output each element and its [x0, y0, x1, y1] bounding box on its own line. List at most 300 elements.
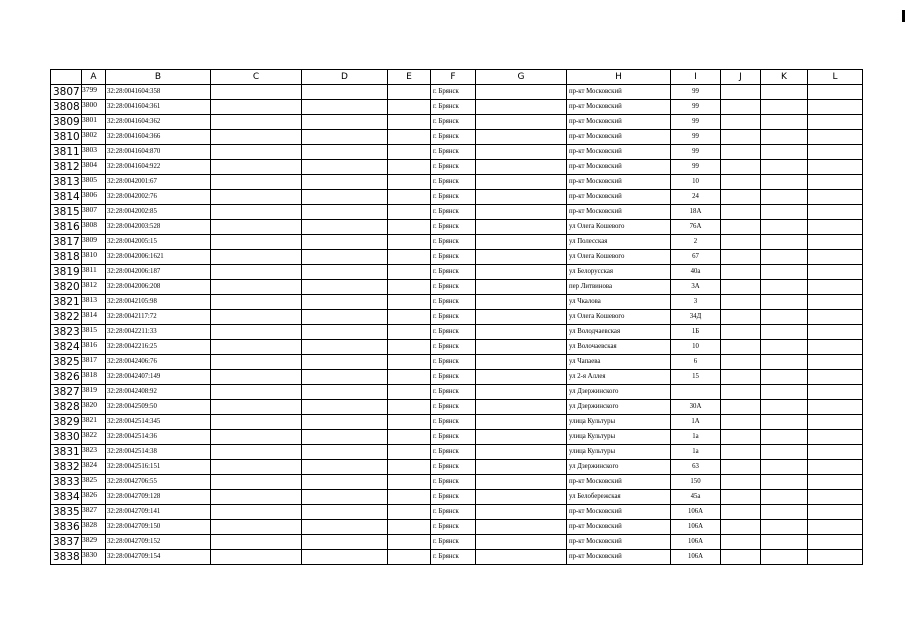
cell-d[interactable]: [302, 205, 388, 220]
cell-i[interactable]: 24: [671, 190, 721, 205]
cell-h[interactable]: ул Дзержинского: [567, 400, 671, 415]
cell-a[interactable]: 3829: [82, 535, 106, 550]
cell-h[interactable]: пр-кт Московский: [567, 130, 671, 145]
cell-f[interactable]: г. Брянск: [431, 520, 476, 535]
cell-k[interactable]: [761, 475, 808, 490]
cell-g[interactable]: [476, 130, 567, 145]
cell-a[interactable]: 3823: [82, 445, 106, 460]
cell-d[interactable]: [302, 115, 388, 130]
cell-i[interactable]: 99: [671, 160, 721, 175]
cell-b[interactable]: 32:28:0042516:151: [106, 460, 211, 475]
row-number[interactable]: 3819: [51, 265, 82, 280]
cell-g[interactable]: [476, 325, 567, 340]
cell-j[interactable]: [721, 535, 761, 550]
cell-i[interactable]: 150: [671, 475, 721, 490]
cell-c[interactable]: [211, 550, 302, 565]
cell-f[interactable]: г. Брянск: [431, 190, 476, 205]
cell-d[interactable]: [302, 385, 388, 400]
cell-e[interactable]: [388, 145, 431, 160]
cell-j[interactable]: [721, 100, 761, 115]
cell-j[interactable]: [721, 310, 761, 325]
cell-i[interactable]: 10: [671, 175, 721, 190]
cell-a[interactable]: 3814: [82, 310, 106, 325]
cell-g[interactable]: [476, 475, 567, 490]
cell-i[interactable]: 1А: [671, 415, 721, 430]
cell-k[interactable]: [761, 220, 808, 235]
row-number[interactable]: 3832: [51, 460, 82, 475]
cell-a[interactable]: 3800: [82, 100, 106, 115]
cell-f[interactable]: г. Брянск: [431, 385, 476, 400]
cell-l[interactable]: [808, 100, 863, 115]
cell-k[interactable]: [761, 535, 808, 550]
row-number[interactable]: 3836: [51, 520, 82, 535]
cell-l[interactable]: [808, 490, 863, 505]
cell-a[interactable]: 3813: [82, 295, 106, 310]
cell-i[interactable]: 106А: [671, 520, 721, 535]
cell-g[interactable]: [476, 265, 567, 280]
cell-a[interactable]: 3826: [82, 490, 106, 505]
cell-k[interactable]: [761, 145, 808, 160]
cell-i[interactable]: 99: [671, 100, 721, 115]
cell-k[interactable]: [761, 445, 808, 460]
cell-l[interactable]: [808, 205, 863, 220]
cell-l[interactable]: [808, 505, 863, 520]
cell-l[interactable]: [808, 355, 863, 370]
cell-j[interactable]: [721, 160, 761, 175]
cell-e[interactable]: [388, 505, 431, 520]
cell-a[interactable]: 3824: [82, 460, 106, 475]
cell-j[interactable]: [721, 445, 761, 460]
cell-f[interactable]: г. Брянск: [431, 445, 476, 460]
row-number[interactable]: 3825: [51, 355, 82, 370]
cell-c[interactable]: [211, 490, 302, 505]
row-number[interactable]: 3835: [51, 505, 82, 520]
cell-e[interactable]: [388, 205, 431, 220]
row-number[interactable]: 3808: [51, 100, 82, 115]
cell-h[interactable]: улица Культуры: [567, 415, 671, 430]
cell-k[interactable]: [761, 385, 808, 400]
cell-i[interactable]: 1Б: [671, 325, 721, 340]
cell-j[interactable]: [721, 490, 761, 505]
cell-l[interactable]: [808, 175, 863, 190]
cell-f[interactable]: г. Брянск: [431, 505, 476, 520]
cell-h[interactable]: ул Волочаевская: [567, 340, 671, 355]
cell-j[interactable]: [721, 85, 761, 100]
cell-d[interactable]: [302, 415, 388, 430]
cell-b[interactable]: 32:28:0042706:55: [106, 475, 211, 490]
cell-c[interactable]: [211, 520, 302, 535]
cell-b[interactable]: 32:28:0042006:187: [106, 265, 211, 280]
cell-f[interactable]: г. Брянск: [431, 400, 476, 415]
cell-c[interactable]: [211, 115, 302, 130]
cell-h[interactable]: ул Олега Кошевого: [567, 250, 671, 265]
cell-b[interactable]: 32:28:0042211:33: [106, 325, 211, 340]
cell-l[interactable]: [808, 430, 863, 445]
cell-c[interactable]: [211, 235, 302, 250]
row-number[interactable]: 3817: [51, 235, 82, 250]
cell-i[interactable]: 18А: [671, 205, 721, 220]
cell-g[interactable]: [476, 385, 567, 400]
cell-i[interactable]: 99: [671, 130, 721, 145]
cell-a[interactable]: 3804: [82, 160, 106, 175]
row-number[interactable]: 3820: [51, 280, 82, 295]
cell-c[interactable]: [211, 445, 302, 460]
cell-g[interactable]: [476, 280, 567, 295]
cell-i[interactable]: 3А: [671, 280, 721, 295]
cell-a[interactable]: 3806: [82, 190, 106, 205]
cell-f[interactable]: г. Брянск: [431, 205, 476, 220]
cell-j[interactable]: [721, 190, 761, 205]
cell-c[interactable]: [211, 430, 302, 445]
cell-l[interactable]: [808, 520, 863, 535]
cell-e[interactable]: [388, 100, 431, 115]
cell-c[interactable]: [211, 175, 302, 190]
row-number[interactable]: 3818: [51, 250, 82, 265]
cell-d[interactable]: [302, 295, 388, 310]
cell-k[interactable]: [761, 340, 808, 355]
cell-b[interactable]: 32:28:0042509:50: [106, 400, 211, 415]
cell-e[interactable]: [388, 535, 431, 550]
cell-h[interactable]: улица Культуры: [567, 430, 671, 445]
cell-c[interactable]: [211, 325, 302, 340]
cell-g[interactable]: [476, 235, 567, 250]
cell-a[interactable]: 3807: [82, 205, 106, 220]
cell-c[interactable]: [211, 535, 302, 550]
cell-c[interactable]: [211, 475, 302, 490]
cell-l[interactable]: [808, 265, 863, 280]
cell-l[interactable]: [808, 340, 863, 355]
cell-g[interactable]: [476, 505, 567, 520]
cell-g[interactable]: [476, 295, 567, 310]
cell-e[interactable]: [388, 235, 431, 250]
cell-l[interactable]: [808, 220, 863, 235]
cell-h[interactable]: ул Чкалова: [567, 295, 671, 310]
corner-header[interactable]: [51, 70, 82, 85]
column-header-d[interactable]: D: [302, 70, 388, 85]
cell-c[interactable]: [211, 205, 302, 220]
cell-k[interactable]: [761, 430, 808, 445]
cell-f[interactable]: г. Брянск: [431, 490, 476, 505]
cell-k[interactable]: [761, 310, 808, 325]
cell-f[interactable]: г. Брянск: [431, 175, 476, 190]
cell-d[interactable]: [302, 85, 388, 100]
cell-k[interactable]: [761, 505, 808, 520]
cell-e[interactable]: [388, 220, 431, 235]
cell-j[interactable]: [721, 175, 761, 190]
cell-l[interactable]: [808, 295, 863, 310]
cell-i[interactable]: 106А: [671, 505, 721, 520]
row-number[interactable]: 3821: [51, 295, 82, 310]
cell-k[interactable]: [761, 235, 808, 250]
cell-j[interactable]: [721, 250, 761, 265]
cell-i[interactable]: 2: [671, 235, 721, 250]
cell-d[interactable]: [302, 430, 388, 445]
cell-e[interactable]: [388, 550, 431, 565]
cell-g[interactable]: [476, 190, 567, 205]
cell-e[interactable]: [388, 85, 431, 100]
column-header-f[interactable]: F: [431, 70, 476, 85]
cell-k[interactable]: [761, 85, 808, 100]
cell-e[interactable]: [388, 370, 431, 385]
cell-a[interactable]: 3809: [82, 235, 106, 250]
column-header-a[interactable]: A: [82, 70, 106, 85]
cell-b[interactable]: 32:28:0042709:150: [106, 520, 211, 535]
cell-j[interactable]: [721, 295, 761, 310]
cell-a[interactable]: 3818: [82, 370, 106, 385]
cell-d[interactable]: [302, 100, 388, 115]
row-number[interactable]: 3829: [51, 415, 82, 430]
cell-b[interactable]: 32:28:0042709:152: [106, 535, 211, 550]
cell-c[interactable]: [211, 265, 302, 280]
cell-c[interactable]: [211, 340, 302, 355]
cell-i[interactable]: 45а: [671, 490, 721, 505]
row-number[interactable]: 3810: [51, 130, 82, 145]
column-header-j[interactable]: J: [721, 70, 761, 85]
cell-d[interactable]: [302, 145, 388, 160]
cell-d[interactable]: [302, 235, 388, 250]
cell-k[interactable]: [761, 205, 808, 220]
cell-h[interactable]: пр-кт Московский: [567, 100, 671, 115]
cell-f[interactable]: г. Брянск: [431, 340, 476, 355]
cell-e[interactable]: [388, 280, 431, 295]
cell-e[interactable]: [388, 130, 431, 145]
cell-j[interactable]: [721, 235, 761, 250]
cell-f[interactable]: г. Брянск: [431, 100, 476, 115]
column-header-h[interactable]: H: [567, 70, 671, 85]
cell-e[interactable]: [388, 430, 431, 445]
cell-d[interactable]: [302, 550, 388, 565]
cell-g[interactable]: [476, 490, 567, 505]
cell-a[interactable]: 3816: [82, 340, 106, 355]
cell-l[interactable]: [808, 325, 863, 340]
cell-e[interactable]: [388, 295, 431, 310]
cell-h[interactable]: пр-кт Московский: [567, 475, 671, 490]
cell-b[interactable]: 32:28:0042005:15: [106, 235, 211, 250]
cell-d[interactable]: [302, 160, 388, 175]
cell-i[interactable]: 106А: [671, 535, 721, 550]
cell-c[interactable]: [211, 460, 302, 475]
cell-h[interactable]: ул Дзержинского: [567, 385, 671, 400]
cell-f[interactable]: г. Брянск: [431, 325, 476, 340]
cell-i[interactable]: 34Д: [671, 310, 721, 325]
cell-h[interactable]: пр-кт Московский: [567, 145, 671, 160]
cell-h[interactable]: улица Культуры: [567, 445, 671, 460]
cell-h[interactable]: ул Дзержинского: [567, 460, 671, 475]
cell-e[interactable]: [388, 520, 431, 535]
cell-c[interactable]: [211, 220, 302, 235]
cell-j[interactable]: [721, 115, 761, 130]
cell-g[interactable]: [476, 115, 567, 130]
cell-h[interactable]: ул Полесская: [567, 235, 671, 250]
cell-k[interactable]: [761, 190, 808, 205]
cell-c[interactable]: [211, 505, 302, 520]
cell-a[interactable]: 3822: [82, 430, 106, 445]
cell-i[interactable]: 1а: [671, 445, 721, 460]
cell-g[interactable]: [476, 535, 567, 550]
cell-f[interactable]: г. Брянск: [431, 295, 476, 310]
cell-f[interactable]: г. Брянск: [431, 310, 476, 325]
cell-i[interactable]: 15: [671, 370, 721, 385]
cell-j[interactable]: [721, 475, 761, 490]
cell-a[interactable]: 3812: [82, 280, 106, 295]
cell-h[interactable]: пр-кт Московский: [567, 160, 671, 175]
cell-h[interactable]: пр-кт Московский: [567, 505, 671, 520]
row-number[interactable]: 3834: [51, 490, 82, 505]
cell-l[interactable]: [808, 310, 863, 325]
column-header-l[interactable]: L: [808, 70, 863, 85]
cell-a[interactable]: 3828: [82, 520, 106, 535]
cell-a[interactable]: 3808: [82, 220, 106, 235]
cell-l[interactable]: [808, 400, 863, 415]
row-number[interactable]: 3812: [51, 160, 82, 175]
cell-k[interactable]: [761, 460, 808, 475]
cell-h[interactable]: пр-кт Московский: [567, 205, 671, 220]
cell-l[interactable]: [808, 460, 863, 475]
cell-g[interactable]: [476, 370, 567, 385]
cell-d[interactable]: [302, 325, 388, 340]
cell-g[interactable]: [476, 85, 567, 100]
cell-k[interactable]: [761, 265, 808, 280]
cell-k[interactable]: [761, 115, 808, 130]
row-number[interactable]: 3826: [51, 370, 82, 385]
cell-j[interactable]: [721, 145, 761, 160]
cell-f[interactable]: г. Брянск: [431, 355, 476, 370]
cell-f[interactable]: г. Брянск: [431, 430, 476, 445]
cell-b[interactable]: 32:28:0042514:345: [106, 415, 211, 430]
cell-j[interactable]: [721, 415, 761, 430]
cell-c[interactable]: [211, 355, 302, 370]
cell-h[interactable]: ул Чапаева: [567, 355, 671, 370]
cell-b[interactable]: 32:28:0042709:141: [106, 505, 211, 520]
cell-k[interactable]: [761, 520, 808, 535]
cell-i[interactable]: 106А: [671, 550, 721, 565]
column-header-i[interactable]: I: [671, 70, 721, 85]
cell-e[interactable]: [388, 250, 431, 265]
cell-f[interactable]: г. Брянск: [431, 550, 476, 565]
cell-e[interactable]: [388, 310, 431, 325]
cell-g[interactable]: [476, 550, 567, 565]
cell-b[interactable]: 32:28:0042002:85: [106, 205, 211, 220]
cell-g[interactable]: [476, 415, 567, 430]
cell-j[interactable]: [721, 550, 761, 565]
cell-i[interactable]: [671, 385, 721, 400]
cell-g[interactable]: [476, 250, 567, 265]
cell-c[interactable]: [211, 400, 302, 415]
cell-h[interactable]: ул Олега Кошевого: [567, 220, 671, 235]
cell-f[interactable]: г. Брянск: [431, 145, 476, 160]
cell-i[interactable]: 1а: [671, 430, 721, 445]
cell-d[interactable]: [302, 250, 388, 265]
cell-e[interactable]: [388, 400, 431, 415]
cell-c[interactable]: [211, 250, 302, 265]
cell-k[interactable]: [761, 370, 808, 385]
cell-g[interactable]: [476, 445, 567, 460]
row-number[interactable]: 3809: [51, 115, 82, 130]
cell-e[interactable]: [388, 175, 431, 190]
cell-j[interactable]: [721, 520, 761, 535]
cell-a[interactable]: 3821: [82, 415, 106, 430]
cell-h[interactable]: пр-кт Московский: [567, 190, 671, 205]
cell-c[interactable]: [211, 145, 302, 160]
cell-a[interactable]: 3815: [82, 325, 106, 340]
cell-f[interactable]: г. Брянск: [431, 535, 476, 550]
row-number[interactable]: 3816: [51, 220, 82, 235]
cell-f[interactable]: г. Брянск: [431, 475, 476, 490]
row-number[interactable]: 3815: [51, 205, 82, 220]
cell-g[interactable]: [476, 400, 567, 415]
cell-d[interactable]: [302, 130, 388, 145]
cell-h[interactable]: пр-кт Московский: [567, 175, 671, 190]
cell-a[interactable]: 3803: [82, 145, 106, 160]
cell-g[interactable]: [476, 355, 567, 370]
cell-b[interactable]: 32:28:0041604:366: [106, 130, 211, 145]
cell-l[interactable]: [808, 160, 863, 175]
cell-l[interactable]: [808, 475, 863, 490]
cell-h[interactable]: ул Белорусская: [567, 265, 671, 280]
cell-d[interactable]: [302, 475, 388, 490]
cell-b[interactable]: 32:28:0041604:362: [106, 115, 211, 130]
cell-j[interactable]: [721, 370, 761, 385]
cell-a[interactable]: 3805: [82, 175, 106, 190]
row-number[interactable]: 3813: [51, 175, 82, 190]
cell-f[interactable]: г. Брянск: [431, 460, 476, 475]
cell-c[interactable]: [211, 385, 302, 400]
cell-a[interactable]: 3811: [82, 265, 106, 280]
cell-c[interactable]: [211, 85, 302, 100]
row-number[interactable]: 3838: [51, 550, 82, 565]
cell-l[interactable]: [808, 145, 863, 160]
cell-i[interactable]: 10: [671, 340, 721, 355]
row-number[interactable]: 3828: [51, 400, 82, 415]
row-number[interactable]: 3823: [51, 325, 82, 340]
cell-b[interactable]: 32:28:0041604:361: [106, 100, 211, 115]
cell-i[interactable]: 40а: [671, 265, 721, 280]
cell-k[interactable]: [761, 100, 808, 115]
cell-l[interactable]: [808, 250, 863, 265]
cell-j[interactable]: [721, 430, 761, 445]
column-header-b[interactable]: B: [106, 70, 211, 85]
row-number[interactable]: 3824: [51, 340, 82, 355]
cell-b[interactable]: 32:28:0042514:36: [106, 430, 211, 445]
cell-e[interactable]: [388, 325, 431, 340]
cell-b[interactable]: 32:28:0041604:870: [106, 145, 211, 160]
cell-e[interactable]: [388, 190, 431, 205]
cell-l[interactable]: [808, 235, 863, 250]
cell-h[interactable]: пр-кт Московский: [567, 115, 671, 130]
cell-d[interactable]: [302, 460, 388, 475]
cell-g[interactable]: [476, 145, 567, 160]
cell-e[interactable]: [388, 475, 431, 490]
cell-f[interactable]: г. Брянск: [431, 160, 476, 175]
cell-i[interactable]: 99: [671, 85, 721, 100]
cell-j[interactable]: [721, 220, 761, 235]
cell-h[interactable]: пр-кт Московский: [567, 520, 671, 535]
cell-g[interactable]: [476, 520, 567, 535]
cell-k[interactable]: [761, 490, 808, 505]
cell-l[interactable]: [808, 85, 863, 100]
cell-g[interactable]: [476, 340, 567, 355]
cell-f[interactable]: г. Брянск: [431, 265, 476, 280]
cell-f[interactable]: г. Брянск: [431, 370, 476, 385]
cell-b[interactable]: 32:28:0042001:67: [106, 175, 211, 190]
cell-l[interactable]: [808, 535, 863, 550]
cell-d[interactable]: [302, 445, 388, 460]
cell-i[interactable]: 30А: [671, 400, 721, 415]
cell-e[interactable]: [388, 115, 431, 130]
row-number[interactable]: 3822: [51, 310, 82, 325]
cell-d[interactable]: [302, 340, 388, 355]
cell-j[interactable]: [721, 400, 761, 415]
